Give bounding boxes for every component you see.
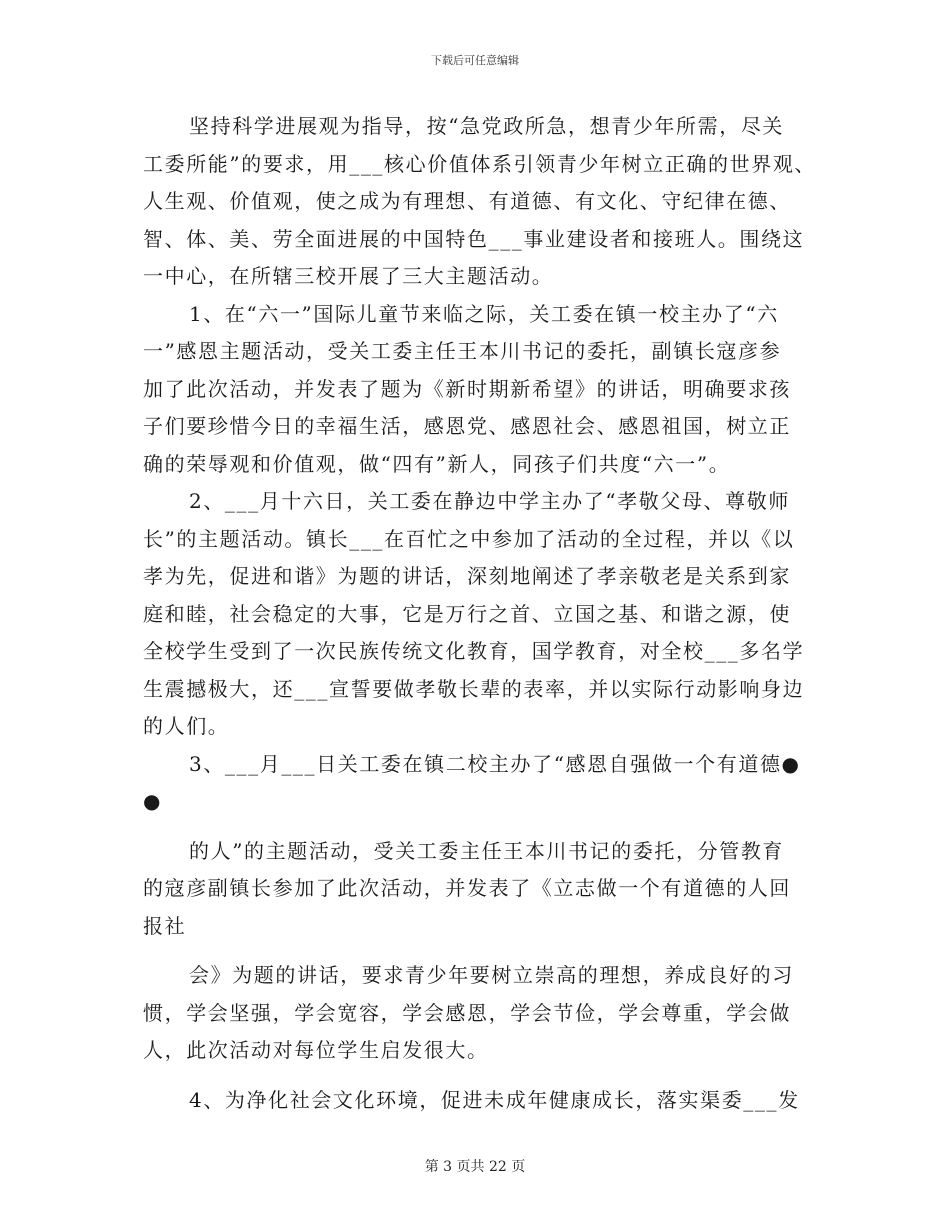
- text-line: 4、为净化社会文化环境，促进未成年健康成长，落实渠委___发: [189, 1087, 800, 1112]
- text-line: 生震撼极大，还___宣誓要做孝敬长辈的表率，并以实际行动影响身边: [143, 676, 805, 701]
- text-line: 惯，学会坚强，学会宽容，学会感恩，学会节俭，学会尊重，学会做: [143, 1000, 791, 1025]
- text-line: 庭和睦，社会稳定的大事，它是万行之首、立国之基、和谐之源，使: [143, 601, 791, 626]
- text-line: 子们要珍惜今日的幸福生活，感恩党、感恩社会、感恩祖国，树立正: [143, 414, 791, 438]
- text-line: 会》为题的讲话，要求青少年要树立崇高的理想，养成良好的习: [189, 963, 794, 987]
- document-body: [143, 108, 823, 1119]
- text-line: 全校学生受到了一次民族传统文化教育，国学教育，对全校___多名学: [143, 639, 805, 663]
- text-line: 的人们。: [143, 714, 230, 738]
- text-line: ●: [143, 789, 163, 813]
- text-line: 人，此次活动对每位学生启发很大。: [143, 1038, 489, 1062]
- page-footer: 第 3 页共 22 页: [424, 1159, 526, 1175]
- text-line: 2、___月十六日，关工委在静边中学主办了“孝敬父母、尊敬师: [189, 489, 790, 513]
- text-line: 确的荣辱观和价值观，做“四有”新人，同孩子们共度“六一”。: [143, 451, 731, 476]
- text-line: 一”感恩主题活动，受关工委主任王本川书记的委托，副镇长寇彦参: [143, 339, 782, 363]
- text-line: 坚持科学进展观为指导，按“急党政所急，想青少年所需，尽关: [189, 114, 785, 138]
- text-line: 人生观、价值观，使之成为有理想、有道德、有文化、守纪律在德、: [143, 189, 791, 213]
- text-line: 的寇彦副镇长参加了此次活动，并发表了《立志做一个有道德的人回: [143, 876, 791, 900]
- text-line: 长”的主题活动。镇长___在百忙之中参加了活动的全过程，并以《以: [143, 526, 795, 551]
- text-line: 报社: [143, 913, 187, 938]
- text-line: 3、___月___日关工委在镇二校主办了“感恩自强做一个有道德●: [189, 751, 801, 776]
- text-line: 1、在“六一”国际儿童节来临之际，关工委在镇一校主办了“六: [189, 301, 779, 326]
- text-line: 的人”的主题活动，受关工委主任王本川书记的委托，分管教育: [189, 838, 785, 863]
- page-header: 下载后可任意编辑: [431, 54, 519, 67]
- text-line: 智、体、美、劳全面进展的中国特色___事业建设者和接班人。围绕这: [143, 226, 805, 251]
- text-line: 一中心，在所辖三校开展了三大主题活动。: [143, 264, 554, 288]
- text-line: 工委所能”的要求，用___核心价值体系引领青少年树立正确的世界观、: [143, 151, 817, 176]
- text-line: 加了此次活动，并发表了题为《新时期新希望》的讲话，明确要求孩: [143, 376, 791, 401]
- text-line: 孝为先，促进和谐》为题的讲话，深刻地阐述了孝亲敬老是关系到家: [143, 564, 791, 588]
